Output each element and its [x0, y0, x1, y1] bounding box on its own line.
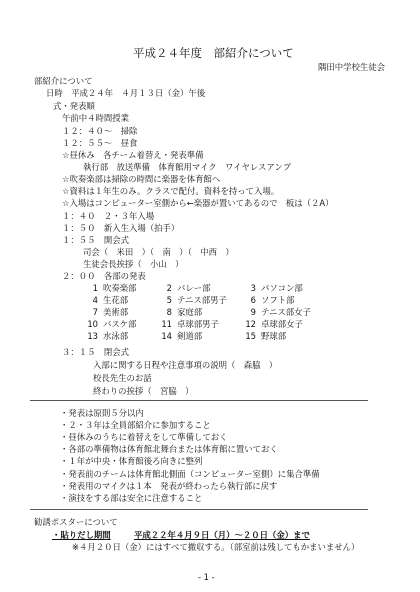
schedule-line: ２：００ 各部の発表 [62, 271, 146, 281]
club-name: バスケ部 [103, 319, 137, 329]
poster-period-dates: 平成２２年４月９日（月）～２０日（金）まで [133, 530, 310, 540]
club-name: 美術部 [103, 307, 129, 317]
schedule-line: ☆入場はコンピューター室側から←楽器が置いてあるので 板は（２A） [62, 198, 334, 208]
schedule-line: １：５５ 開会式 [62, 235, 129, 245]
section1-heading: 部紹介について [34, 76, 93, 86]
club-name: ソフト部 [261, 295, 295, 305]
club-number: 6 [250, 295, 256, 305]
club-number: 14 [161, 331, 172, 341]
page-number: - 1 - [198, 572, 215, 582]
page-title: 平成２４年度 部紹介について [133, 46, 294, 60]
note-item: ・演技をする部は安全に注意すること [60, 493, 203, 503]
organization-name: 隅田中学校生徒会 [318, 62, 385, 72]
schedule-line: 午前中４時間授業 [62, 113, 129, 123]
closing-line: ３：１５ 閉会式 [62, 347, 129, 357]
club-number: 1 [92, 283, 98, 293]
schedule-line: ☆資料は１年生のみ。クラスで配付。資料を持って入場。 [62, 186, 280, 196]
note-item: ・各部の準備物は体育館北舞台または体育館に置いておく [60, 444, 278, 454]
club-name: 生花部 [103, 295, 129, 305]
club-number: 11 [161, 319, 172, 329]
schedule-line: 執行部 放送準備 体育館用マイク ワイヤレスアンプ [83, 162, 292, 172]
event-datetime: 日時 平成２４年 ４月１３日（金）午後 [46, 88, 206, 98]
note-item: ・１年が中央・体育館後ろ向きに整列 [60, 456, 203, 466]
closing-line: 入部に関する日程や注意事項の説明（ 森脇 ） [93, 360, 278, 370]
club-number: 10 [87, 319, 98, 329]
club-number: 7 [92, 307, 98, 317]
closing-line: 終わりの挨拶（ 宮脇 ） [93, 386, 194, 396]
club-number: 8 [166, 307, 172, 317]
club-name: テニス部女子 [261, 307, 311, 317]
note-item: ・２・３年は全員部紹介に参加すること [60, 420, 211, 430]
note-item: ・昼休みのうちに着替えをして準備しておく [60, 432, 228, 442]
club-name: 家庭部 [177, 307, 203, 317]
club-name: 卓球部女子 [261, 319, 303, 329]
schedule-line: ☆昼休み 各チーム着替え・発表準備 [62, 150, 204, 160]
club-name: テニス部男子 [177, 295, 227, 305]
poster-period-label: ・貼りだし期間 [52, 530, 111, 540]
club-name: 野球部 [261, 331, 287, 341]
club-number: 13 [87, 331, 98, 341]
club-name: バレー部 [177, 283, 211, 293]
note-item: ・発表用のマイクは１本 発表が終わったら執行部に戻す [60, 481, 278, 491]
schedule-line: 式・発表順 [53, 101, 95, 111]
note-item: ・発表前のチームは体育館北側面（コンピューター室側）に集合準備 [60, 469, 320, 479]
club-number: 15 [245, 331, 256, 341]
closing-line: 校長先生のお話 [93, 373, 152, 383]
poster-period-line [52, 530, 310, 541]
club-name: 剣道部 [177, 331, 203, 341]
club-number: 12 [245, 319, 256, 329]
schedule-line: ☆吹奏楽部は掃除の時間に楽器を体育館へ [62, 174, 221, 184]
poster-removal-note: ※４月２０日（金）にはすべて撤収する。（部室前は残してもかまいません） [72, 542, 360, 552]
section2-heading: 勧誘ポスターについて [34, 517, 118, 527]
schedule-line: 司会（ 米田 ）（ 南 ）（ 中西 ） [83, 247, 234, 257]
club-number: 3 [250, 283, 256, 293]
schedule-line: １：５０ 新入生入場（拍手） [62, 223, 180, 233]
club-name: パソコン部 [261, 283, 303, 293]
schedule-line: １２：４０～ 掃除 [62, 126, 138, 136]
club-number: 4 [92, 295, 98, 305]
divider [30, 509, 368, 510]
club-number: 9 [250, 307, 256, 317]
club-number: 5 [166, 295, 172, 305]
schedule-line: １２：５５～ 昼食 [62, 138, 138, 148]
schedule-line: 生徒会長挨拶（ 小山 ） [83, 259, 184, 269]
divider [30, 400, 368, 401]
note-item: ・発表は原則５分以内 [60, 408, 144, 418]
club-number: 2 [166, 283, 172, 293]
club-name: 水泳部 [103, 331, 129, 341]
club-name: 吹奏楽部 [103, 283, 137, 293]
club-name: 卓球部男子 [177, 319, 219, 329]
schedule-line: １：４０ ２・３年入場 [62, 211, 155, 221]
